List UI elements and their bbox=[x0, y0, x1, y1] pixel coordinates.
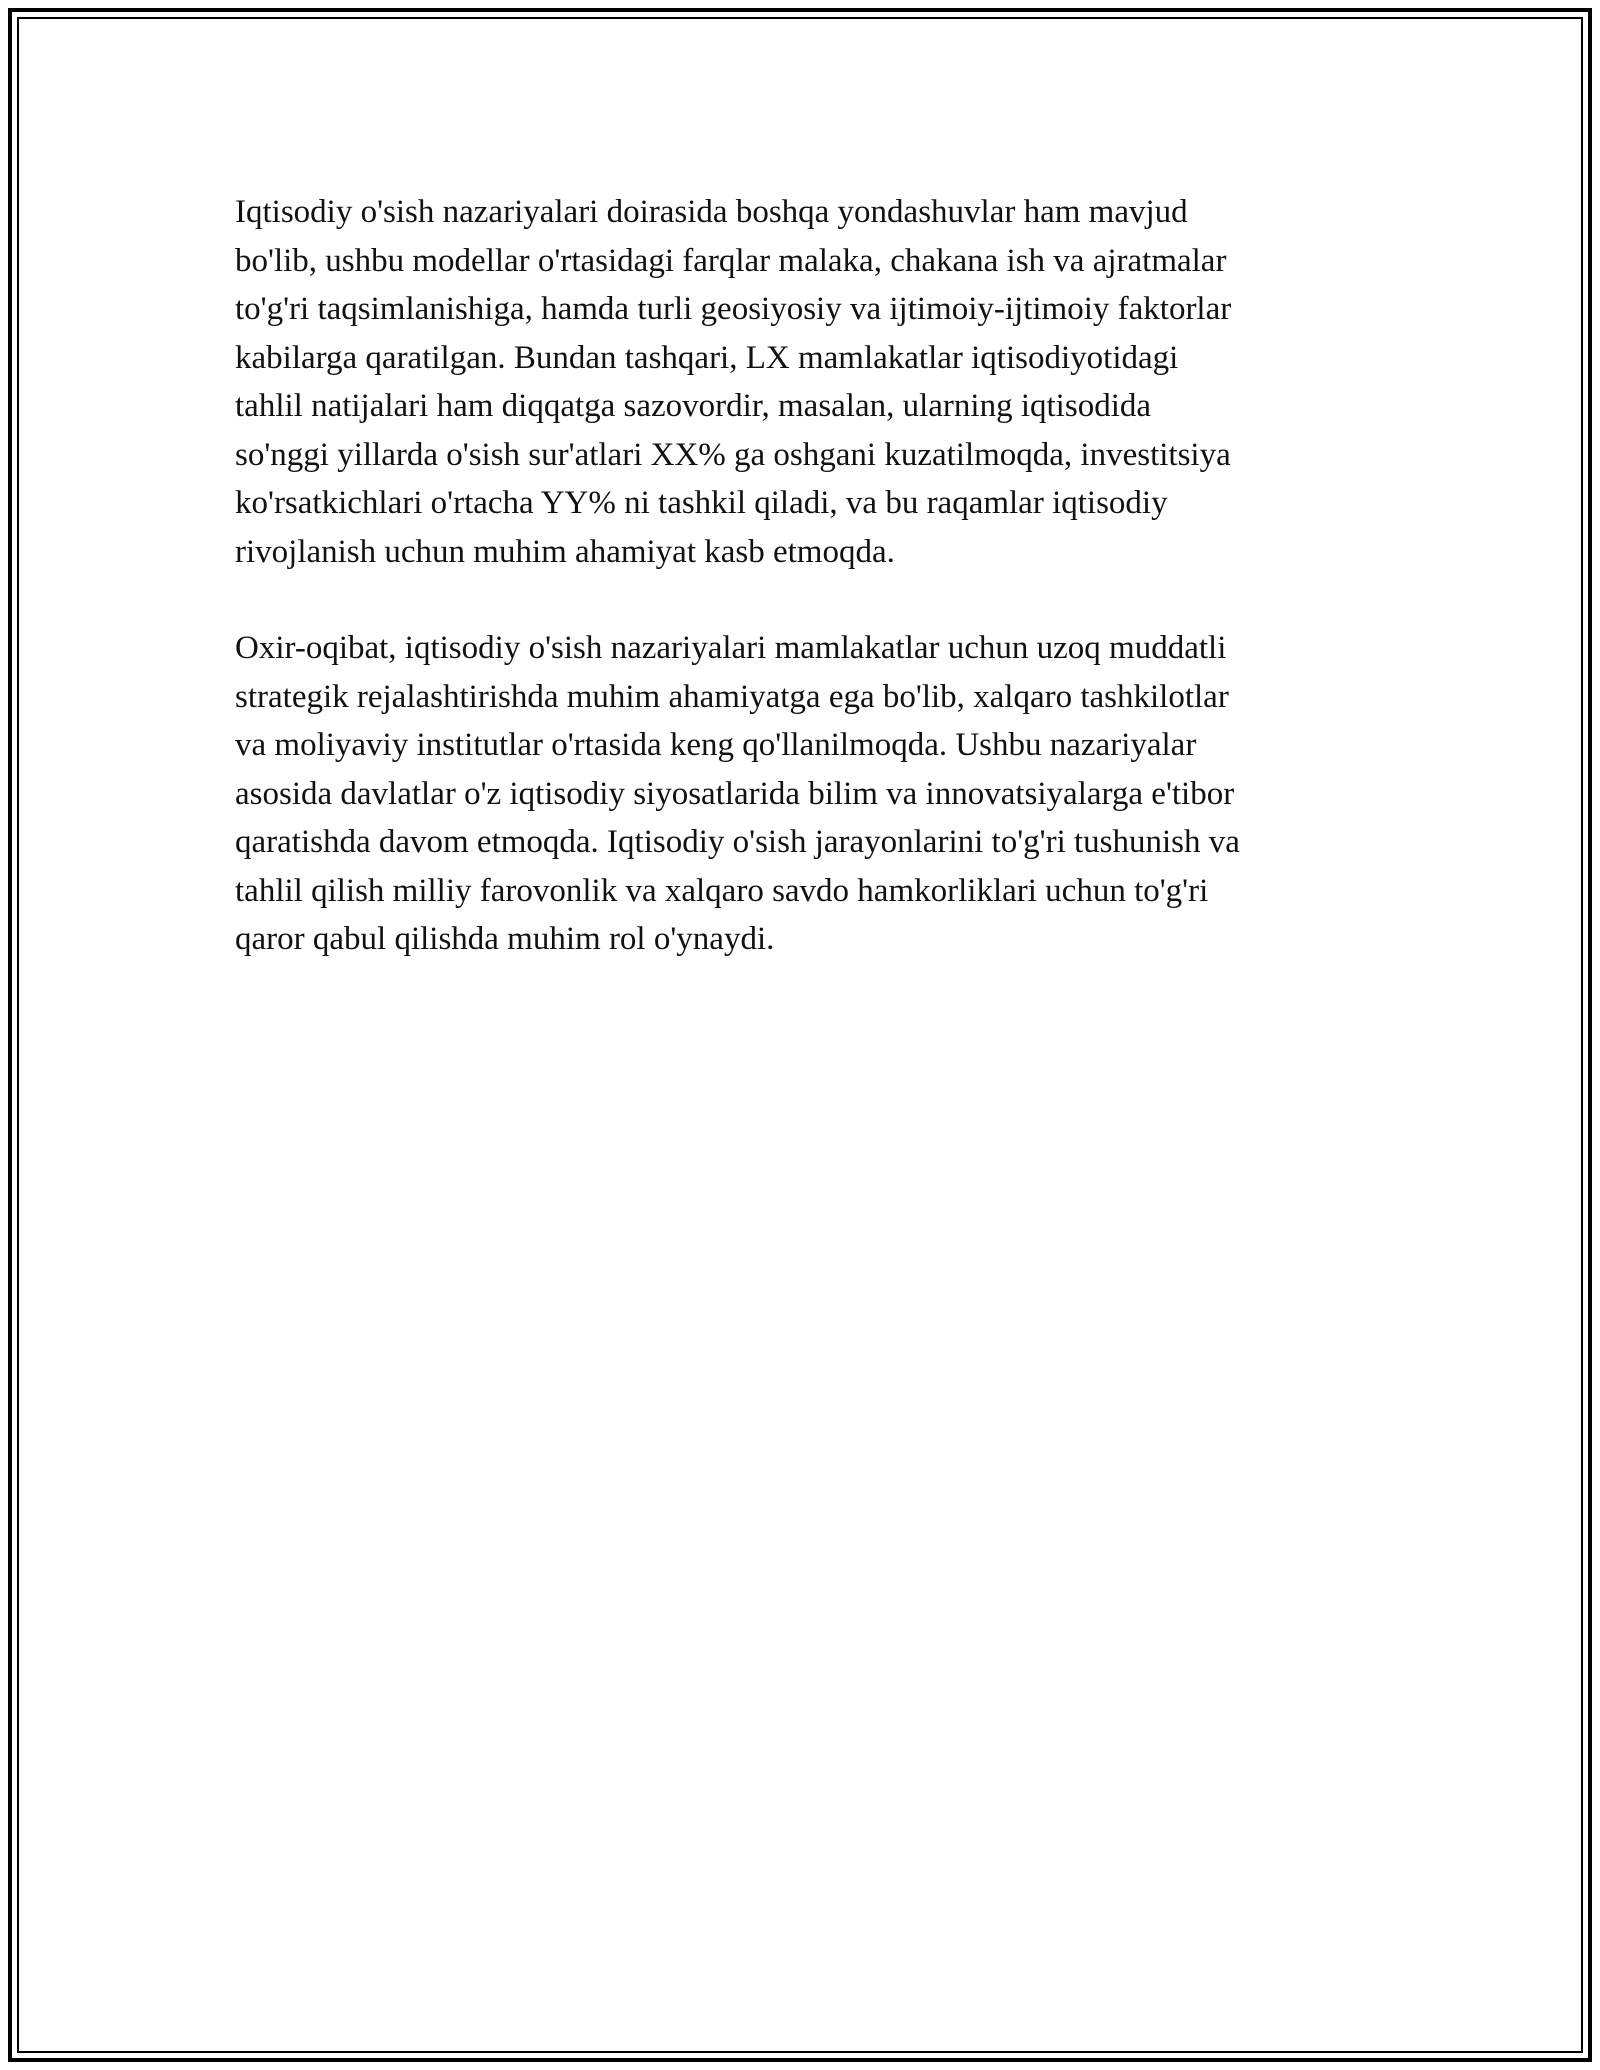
paragraph-1: Iqtisodiy o'sish nazariyalari doirasida boshqa yondashuvlar ham mavjud bo'lib, ushbu modellar o'rtasidagi farqlar malaka, chakana ish va ajratmalar to'g'ri taqsimlanishiga, hamda turli geosiyosiy va ijtimoiy-ijtimoiy faktorlar kabilarga qaratilgan. Bundan tashqari, LX mamlakatlar iqtisodiyotidagi tahlil natijalari ham diqqatga sazovordir, masalan, ularning iqtisodida so'nggi yillarda o'sish sur'atlari XX% ga oshgani kuzatilmoqda, investitsiya ko'rsatkichlari o'rtacha YY% ni tashkil qiladi, va bu raqamlar iqtisodiy rivojlanish uchun muhim ahamiyat kasb etmoqda. bbox=[235, 194, 1232, 570]
paragraph-2: Oxir-oqibat, iqtisodiy o'sish nazariyalari mamlakatlar uchun uzoq muddatli strategik rejalashtirishda muhim ahamiyatga ega bo'lib, xalqaro tashkilotlar va moliyaviy institutlar o'rtasida keng qo'llanilmoqda. Ushbu nazariyalar asosida davlatlar o'z iqtisodiy siyosatlarida bilim va innovatsiyalarga e'tibor qaratishda davom etmoqda. Iqtisodiy o'sish jarayonlarini to'g'ri tushunish va tahlil qilish milliy farovonlik va xalqaro savdo hamkorliklari uchun to'g'ri qaror qabul qilishda muhim rol o'ynaydi. bbox=[235, 630, 1240, 957]
document-body bbox=[235, 188, 1375, 1012]
